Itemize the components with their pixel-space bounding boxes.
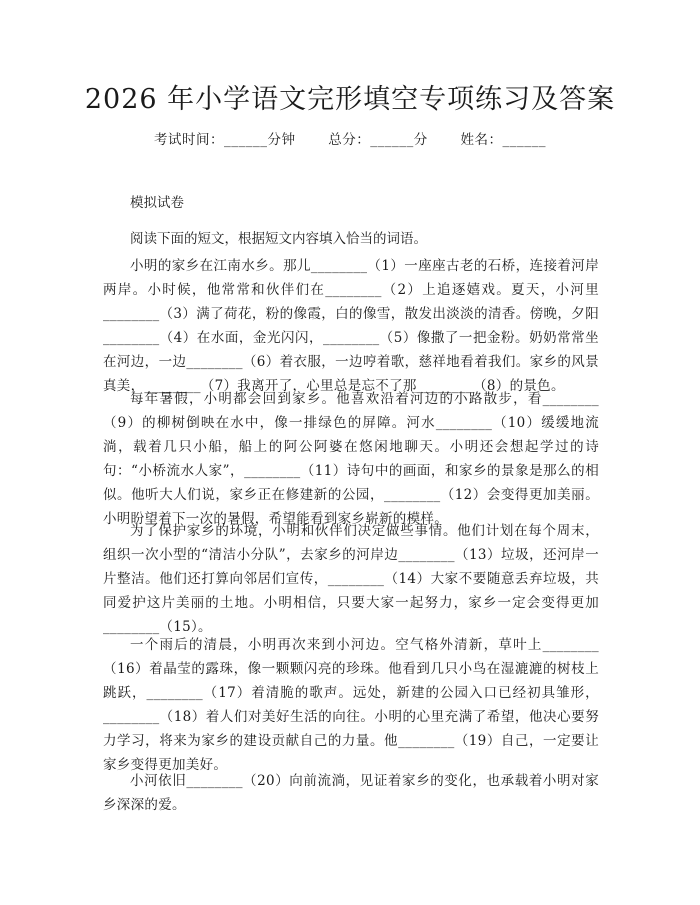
passage-paragraph-2: 每年暑假，小明都会回到家乡。他喜欢沿着河边的小路散步，看________（9）的柳树倒映在水中，像一排绿色的屏障。河水________（10）缓缓地流淌，载着几只小船，船上的阿公阿婆在悠闲地聊天。小明还会想起学过的诗句：“小桥流水人家”，________（11）诗句中的画面，和家乡的景象是那么的相似。他听大人们说，家乡正在修建新的公园，________（12）会变得更加美丽。小明盼望着下一次的暑假，希望能看到家乡崭新的模样。	[103, 391, 599, 527]
exam-meta-line	[0, 129, 700, 151]
exam-time-field: 考试时间：______分钟	[153, 132, 296, 148]
total-score-field: 总分：______分	[328, 132, 428, 148]
passage-paragraph-1: 小明的家乡在江南水乡。那儿________（1）一座座古老的石桥，连接着河岸两岸。小时候，他常常和伙伴们在________（2）上追逐嬉戏。夏天，小河里________（3）满了荷花，粉的像霞，白的像雪，散发出淡淡的清香。傍晚，夕阳________（4）在水面，金光闪闪，________（5）像撒了一把金粉。奶奶常常坐在河边，一边________（6）着衣服，一边哼着歌，慈祥地看着我们。家乡的风景真美，________（7）我离开了，心里总是忘不了那________（8）的景色。	[103, 258, 599, 394]
instruction-text: 阅读下面的短文，根据短文内容填入恰当的词语。	[130, 231, 427, 247]
passage-paragraph-4: 一个雨后的清晨，小明再次来到小河边。空气格外清新，草叶上________（16）着晶莹的露珠，像一颗颗闪亮的珍珠。他看到几只小鸟在湿漉漉的树枝上跳跃，________（17）着清脆的歌声。远处，新建的公园入口已经初具雏形，________（18）着人们对美好生活的向往。小明的心里充满了希望，他决心要努力学习，将来为家乡的建设贡献自己的力量。他________（19）自己，一定要让家乡变得更加美好。	[103, 637, 599, 773]
passage-paragraph-5: 小河依旧________（20）向前流淌，见证着家乡的变化，也承载着小明对家乡深深的爱。	[103, 773, 599, 813]
page-title: 2026 年小学语文完形填空专项练习及答案	[84, 84, 616, 115]
section-label: 模拟试卷	[130, 195, 184, 211]
passage-paragraph-3: 为了保护家乡的环境，小明和伙伴们决定做些事情。他们计划在每个周末，组织一次小型的“清洁小分队”，去家乡的河岸边________（13）垃圾，还河岸一片整洁。他们还打算向邻居们宣传，________（14）大家不要随意丢弃垃圾，共同爱护这片美丽的土地。小明相信，只要大家一起努力，家乡一定会变得更加________（15）。	[103, 523, 599, 635]
student-name-field: 姓名：______	[460, 132, 547, 148]
